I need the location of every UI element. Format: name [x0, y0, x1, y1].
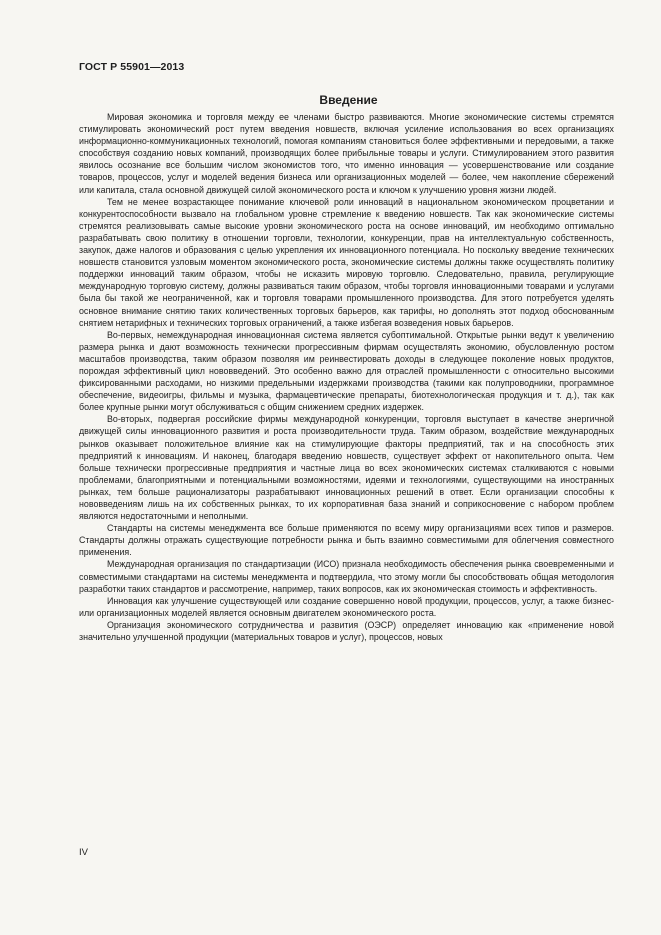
paragraph: Во-вторых, подвергая российские фирмы международной конкуренции, торговля выступает в качестве энергичной движущей силы инновационного развития и роста производительности труда. Таким образом, воздействие международных рынков оказывает положительное влияние как на стимулирующие факторы предприятий, так и на способность этих предприятий к инновациям. И наконец, благодаря введению новшеств, существует эффект от накопительного опыта. Чем больше технически прогрессивные предприятия и частные лица во всех экономических системах сталкиваются с новыми проблемами, благоприятными и потенциальными возможностями, идеями и технологиями, существующими на иностранных рынках, тем больше рационализаторы разрабатывают инновационных решений в ответ. Если организации способны к нововведениям лишь на их собственных рынках, то их корпоративная база знаний и соприкосновение с набором проблем являются недостаточными и неполными.	[79, 414, 614, 522]
paragraph: Международная организация по стандартизации (ИСО) признала необходимость обеспечения рынка своевременными и совместимыми стандартами на системы менеджмента и подтвердила, что этому могли бы способствовать общая методология разработки таких стандартов и рассмотрение, например, таких вопросов, как их экономическая стоимость и эффективность.	[79, 559, 614, 594]
section-title: Введение	[319, 93, 378, 107]
paragraph: Организация экономического сотрудничества и развития (ОЭСР) определяет инновацию как «применение новой значительно улучшенной продукции (материальных товаров и услуг), процессов, новых	[79, 619, 614, 643]
paragraph: Тем не менее возрастающее понимание ключевой роли инноваций в национальном экономическом процветании и конкурентоспособности вызвало на глобальном уровне стремление к введению новшеств. Так как экономические системы стремятся реализовывать самые высокие уровни экономического роста на основе инноваций, им необходимо оптимально разрабатывать свою политику в отношении торговли, технологии, конкуренции, прав на интеллектуальную собственность, закупок, даже налогов и образования с целью укрепления их инновационного потенциала. Но поскольку введение технических новшеств становится узловым моментом экономического роста, экономические системы должны также осуществлять политику поддержки инноваций таким образом, чтобы не исказить мировую торговлю. Следовательно, правила, регулирующие международную торговую систему, должны развиваться таким образом, чтобы торговля инновационными товарами и услугами была бы такой же неограниченной, как и торговля товарами промышленного производства. Для этого потребуется уделять основное внимание снятию таких количественных торговых барьеров, как тарифы, но дополнять этот подход обоснованным снятием нетарифных и технических торговых ограничений, а также избегая возведения новых барьеров.	[79, 196, 614, 328]
paragraph: Стандарты на системы менеджмента все больше применяются по всему миру организациями всех типов и размеров. Стандарты должны отражать существующие потребности рынка и быть взаимно совместимыми для облегчения совместного применения.	[79, 523, 614, 558]
paragraph: Инновация как улучшение существующей или создание совершенно новой продукции, процессов, услуг, а также бизнес- или организационных моделей является основным двигателем экономического роста.	[79, 595, 614, 618]
paragraph: Во-первых, немеждународная инновационная система является субоптимальной. Открытые рынки ведут к увеличению размера рынка и дают возможность технически прогрессивным фирмам осуществлять экономию, обусловленную ростом масштабов производства, таким образом позволяя им реинвестировать доходы в следующее поколение новых продуктов, порождая эффективный цикл нововведений. Это особенно важно для отраслей промышленности с относительно высокими фиксированными расходами, но низкими предельными издержками производства (такими как полупроводники, программное обеспечение, видеоигры, фильмы и музыка, фармацевтические препараты, биотехнологическая продукция и т. д.), так как более крупные рынки могут обслуживаться с общим снижением средних издержек.	[79, 329, 614, 413]
page-number: IV	[79, 847, 88, 858]
standard-designation: ГОСТ Р 55901—2013	[79, 61, 185, 73]
paragraph: Мировая экономика и торговля между ее членами быстро развиваются. Многие экономические системы стремятся стимулировать экономический рост путем введения новшеств, включая усиление использования во всех организациях информационно-коммуникационных технологий, помогая компаниям становиться более эффективными и передовыми, а также способствуя созданию новых компаний, производящих более прибыльные товары и услуги. Стимулированием этого развития явилось осознание все большим числом экономистов того, что именно инновация — усовершенствование или создание товаров, процессов, услуг и моделей ведения бизнеса или организационных моделей — более, чем накопление сбережений или капитала, стала основной движущей силой экономического роста и ключом к улучшению уровня жизни людей.	[79, 112, 614, 195]
document-body	[79, 111, 614, 643]
